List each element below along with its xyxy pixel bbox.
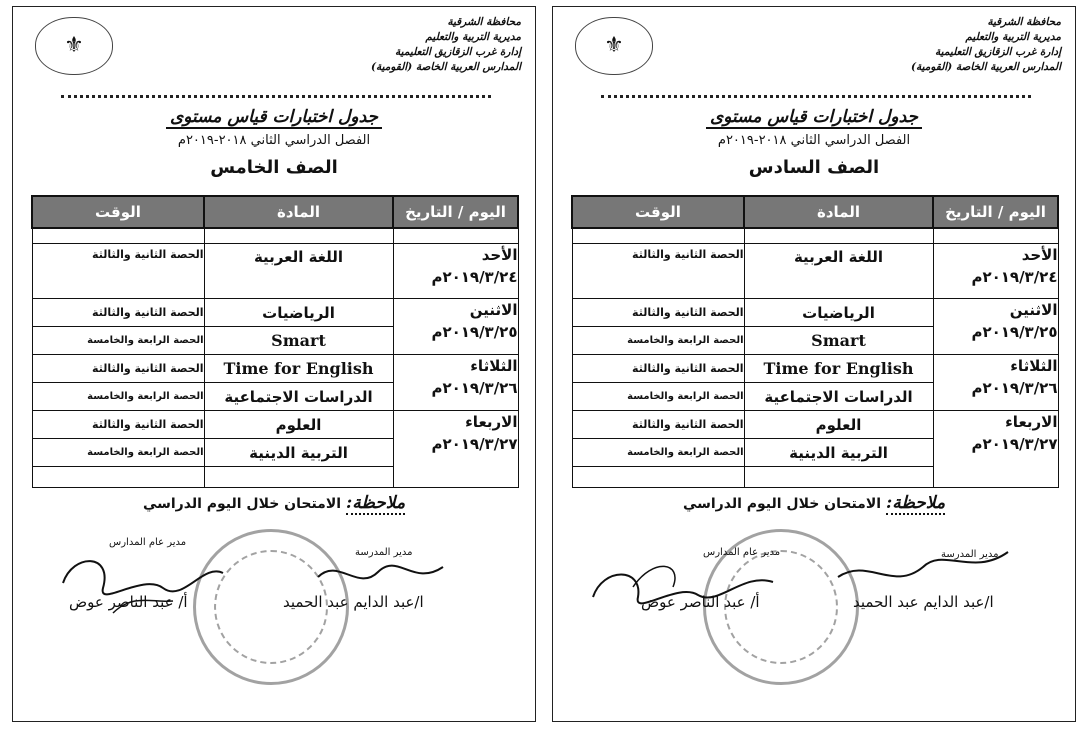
table-row: [572, 411, 1058, 439]
time-cell: الحصة الثانية والثالثة: [572, 299, 744, 327]
signature-general: [583, 547, 783, 627]
time-cell: الحصة الثانية والثالثة: [32, 411, 204, 439]
letterhead: [371, 15, 521, 75]
day-name: الأحد: [1021, 246, 1058, 264]
subject-cell: الدراسات الاجتماعية: [204, 383, 393, 411]
school-logo: [35, 17, 113, 75]
day-date: ٢٠١٩/٣/٢٦م: [431, 379, 518, 397]
note-text: الامتحان خلال اليوم الدراسي: [142, 496, 342, 512]
header-line: مديرية التربية والتعليم: [965, 31, 1061, 43]
day-name: الأحد: [481, 246, 518, 264]
exam-note: [553, 493, 1075, 513]
table-row: [32, 355, 518, 383]
school-logo: [575, 17, 653, 75]
time-cell: الحصة الثانية والثالثة: [32, 355, 204, 383]
header-line: المدارس العربية الخاصة (القومية): [370, 61, 521, 73]
time-cell: الحصة الثانية والثالثة: [572, 355, 744, 383]
header-line: إدارة غرب الزقازيق التعليمية: [395, 46, 521, 58]
subject-cell: الرياضيات: [744, 299, 933, 327]
time-cell: الحصة الرابعة والخامسة: [32, 327, 204, 355]
header-line: محافظة الشرقية: [447, 16, 521, 28]
time-cell: الحصة الثانية والثالثة: [572, 244, 744, 299]
time-cell: الحصة الثانية والثالثة: [572, 411, 744, 439]
note-label: ملاحظة:: [345, 493, 406, 513]
school-director-name: ا/عبد الدايم عبد الحميد: [283, 593, 424, 611]
general-director-title: مدير عام المدارس: [703, 547, 781, 558]
subject-cell: اللغة العربية: [744, 244, 933, 299]
table-row: [32, 411, 518, 439]
schedule-table: [31, 195, 519, 488]
subject-cell: الرياضيات: [204, 299, 393, 327]
term-label: الفصل الدراسي الثاني ٢٠١٨-٢٠١٩م: [717, 133, 911, 148]
table-row: [32, 299, 518, 327]
grade-label: الصف الخامس: [210, 157, 338, 178]
term-label: الفصل الدراسي الثاني ٢٠١٨-٢٠١٩م: [177, 133, 371, 148]
table-row: [572, 355, 1058, 383]
time-cell: الحصة الرابعة والخامسة: [572, 327, 744, 355]
school-director-name: ا/عبد الدايم عبد الحميد: [853, 593, 994, 611]
day-date: ٢٠١٩/٣/٢٥م: [431, 323, 518, 341]
general-director-title: مدير عام المدارس: [109, 537, 187, 548]
subject-cell: العلوم: [744, 411, 933, 439]
column-header-subject: المادة: [204, 196, 393, 228]
column-header-subject: المادة: [744, 196, 933, 228]
time-cell: الحصة الرابعة والخامسة: [572, 383, 744, 411]
day-date: ٢٠١٩/٣/٢٦م: [971, 379, 1058, 397]
table-header-row: [572, 196, 1058, 228]
header-line: المدارس العربية الخاصة (القومية): [910, 61, 1061, 73]
dotted-divider: [601, 95, 1031, 98]
day-name: الثلاثاء: [1010, 357, 1058, 375]
time-cell: الحصة الرابعة والخامسة: [572, 439, 744, 467]
schedule-title: جدول اختبارات قياس مستوى: [13, 107, 535, 127]
day-date: ٢٠١٩/٣/٢٧م: [971, 435, 1058, 453]
day-name: الاربعاء: [1005, 413, 1058, 431]
subject-cell: العلوم: [204, 411, 393, 439]
time-cell: الحصة الرابعة والخامسة: [32, 383, 204, 411]
note-label: ملاحظة:: [885, 493, 946, 513]
signature-general: [53, 543, 233, 623]
day-date: ٢٠١٩/٣/٢٧م: [431, 435, 518, 453]
school-director-title: مدير المدرسة: [355, 547, 413, 558]
header-line: مديرية التربية والتعليم: [425, 31, 521, 43]
general-director-name: أ/ عبد الناصر عوض: [641, 593, 760, 611]
subject-cell: اللغة العربية: [204, 244, 393, 299]
letterhead: [911, 15, 1061, 75]
general-director-name: أ/ عبد الناصر عوض: [69, 593, 188, 611]
subject-cell: الدراسات الاجتماعية: [744, 383, 933, 411]
header-line: محافظة الشرقية: [987, 16, 1061, 28]
school-director-title: مدير المدرسة: [941, 549, 999, 560]
time-cell: الحصة الثانية والثالثة: [32, 299, 204, 327]
subject-cell: التربية الدينية: [744, 439, 933, 467]
dotted-divider: [61, 95, 491, 98]
exam-note: [13, 493, 535, 513]
book-emblem-icon: ⚜: [64, 33, 84, 58]
column-header-day: اليوم / التاريخ: [393, 196, 518, 228]
book-emblem-icon: ⚜: [604, 33, 624, 58]
subject-cell: Time for English: [744, 355, 933, 383]
schedule-title: جدول اختبارات قياس مستوى: [553, 107, 1075, 127]
subject-cell: Smart: [204, 327, 393, 355]
day-date: ٢٠١٩/٣/٢٤م: [971, 268, 1058, 286]
schedule-sheet-grade5: [12, 6, 536, 722]
day-date: ٢٠١٩/٣/٢٥م: [971, 323, 1058, 341]
column-header-day: اليوم / التاريخ: [933, 196, 1058, 228]
day-name: الثلاثاء: [470, 357, 518, 375]
day-name: الاثنين: [1009, 301, 1058, 319]
subject-cell: التربية الدينية: [204, 439, 393, 467]
time-cell: الحصة الثانية والثالثة: [32, 244, 204, 299]
table-row: [572, 299, 1058, 327]
grade-label: الصف السادس: [748, 157, 880, 178]
time-cell: الحصة الرابعة والخامسة: [32, 439, 204, 467]
schedule-table: [571, 195, 1059, 488]
header-line: إدارة غرب الزقازيق التعليمية: [935, 46, 1061, 58]
subject-cell: Time for English: [204, 355, 393, 383]
day-name: الاثنين: [469, 301, 518, 319]
column-header-time: الوقت: [572, 196, 744, 228]
schedule-sheet-grade6: [552, 6, 1076, 722]
day-name: الاربعاء: [465, 413, 518, 431]
day-date: ٢٠١٩/٣/٢٤م: [431, 268, 518, 286]
subject-cell: Smart: [744, 327, 933, 355]
table-header-row: [32, 196, 518, 228]
column-header-time: الوقت: [32, 196, 204, 228]
note-text: الامتحان خلال اليوم الدراسي: [682, 496, 882, 512]
